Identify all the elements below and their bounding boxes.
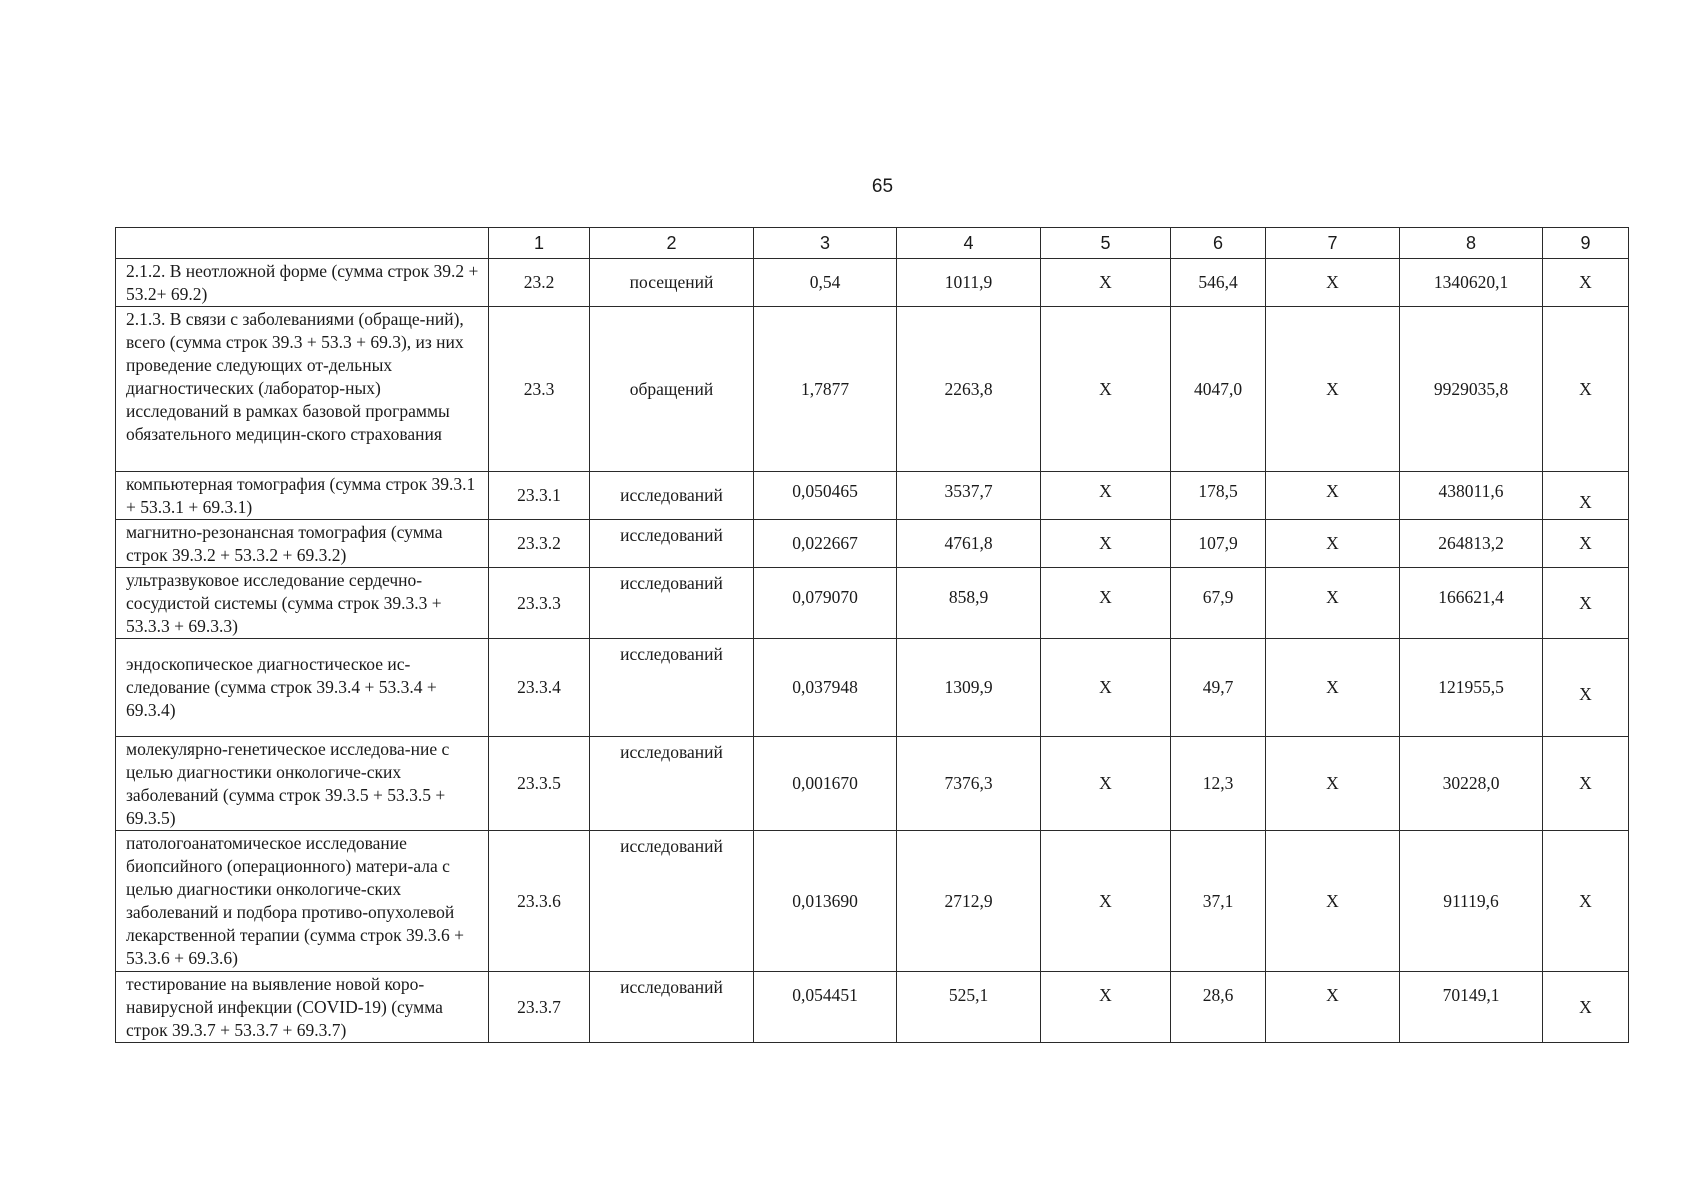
cell: Х <box>1543 472 1629 520</box>
cell: Х <box>1041 259 1171 307</box>
header-cell: 5 <box>1041 228 1171 259</box>
cell: Х <box>1041 737 1171 831</box>
row-unit: исследований <box>590 568 754 639</box>
cell: 0,001670 <box>754 737 897 831</box>
cell: 1340620,1 <box>1400 259 1543 307</box>
cell: Х <box>1266 472 1400 520</box>
table-row <box>116 520 1629 568</box>
header-cell: 2 <box>590 228 754 259</box>
cell: Х <box>1041 568 1171 639</box>
cell: 0,013690 <box>754 831 897 972</box>
row-name: молекулярно-генетическое исследова-ние с целью диагностики онкологиче-ских заболеваний (сумма строк 39.3.5 + 53.3.5 + 69.3.5) <box>116 737 489 831</box>
cell: 1309,9 <box>897 639 1041 737</box>
table-row <box>116 639 1629 737</box>
row-name: эндоскопическое диагностическое ис-следование (сумма строк 39.3.4 + 53.3.4 + 69.3.4) <box>116 639 489 737</box>
cell: 12,3 <box>1171 737 1266 831</box>
row-name: патологоанатомическое исследование биопсийного (операционного) матери-ала с целью диагностики онкологиче-ских заболеваний и подбора противо-опухолевой лекарственной терапии (сумма строк 39.3.6 + 53.3.6 + 69.3.6) <box>116 831 489 972</box>
cell: 70149,1 <box>1400 972 1543 1043</box>
header-cell: 3 <box>754 228 897 259</box>
cell: Х <box>1543 831 1629 972</box>
row-unit: обращений <box>590 307 754 472</box>
cell: Х <box>1041 520 1171 568</box>
table-row <box>116 259 1629 307</box>
row-code: 23.3.5 <box>489 737 590 831</box>
cell: 3537,7 <box>897 472 1041 520</box>
cell: Х <box>1041 972 1171 1043</box>
header-cell: 1 <box>489 228 590 259</box>
row-unit: исследований <box>590 472 754 520</box>
cell: 28,6 <box>1171 972 1266 1043</box>
cell: 4761,8 <box>897 520 1041 568</box>
cell: Х <box>1266 639 1400 737</box>
header-cell: 9 <box>1543 228 1629 259</box>
data-table <box>115 227 1629 1043</box>
row-name: ультразвуковое исследование сердечно-сосудистой системы (сумма строк 39.3.3 + 53.3.3 + 69.3.3) <box>116 568 489 639</box>
cell: 1011,9 <box>897 259 1041 307</box>
cell: Х <box>1041 307 1171 472</box>
cell: 107,9 <box>1171 520 1266 568</box>
cell: 264813,2 <box>1400 520 1543 568</box>
row-code: 23.3.2 <box>489 520 590 568</box>
cell: 2263,8 <box>897 307 1041 472</box>
row-unit: исследований <box>590 639 754 737</box>
table-row <box>116 472 1629 520</box>
header-row <box>116 228 1629 259</box>
row-code: 23.3.3 <box>489 568 590 639</box>
cell: 858,9 <box>897 568 1041 639</box>
cell: Х <box>1041 639 1171 737</box>
row-unit: исследований <box>590 737 754 831</box>
cell: Х <box>1266 972 1400 1043</box>
cell: 30228,0 <box>1400 737 1543 831</box>
table-row <box>116 737 1629 831</box>
header-cell <box>116 228 489 259</box>
cell: 91119,6 <box>1400 831 1543 972</box>
table-row <box>116 568 1629 639</box>
header-cell: 8 <box>1400 228 1543 259</box>
row-code: 23.3.1 <box>489 472 590 520</box>
cell: 9929035,8 <box>1400 307 1543 472</box>
row-code: 23.3.4 <box>489 639 590 737</box>
cell: 37,1 <box>1171 831 1266 972</box>
row-code: 23.2 <box>489 259 590 307</box>
cell: Х <box>1266 737 1400 831</box>
row-name: 2.1.2. В неотложной форме (сумма строк 39.2 + 53.2+ 69.2) <box>116 259 489 307</box>
row-name: компьютерная томография (сумма строк 39.3.1 + 53.3.1 + 69.3.1) <box>116 472 489 520</box>
cell: Х <box>1543 972 1629 1043</box>
cell: 546,4 <box>1171 259 1266 307</box>
table-row <box>116 972 1629 1043</box>
cell: 438011,6 <box>1400 472 1543 520</box>
cell: Х <box>1266 568 1400 639</box>
cell: 525,1 <box>897 972 1041 1043</box>
cell: Х <box>1266 307 1400 472</box>
cell: Х <box>1543 639 1629 737</box>
cell: 0,050465 <box>754 472 897 520</box>
row-unit: посещений <box>590 259 754 307</box>
cell: 49,7 <box>1171 639 1266 737</box>
row-unit: исследований <box>590 520 754 568</box>
page-number: 65 <box>871 176 894 197</box>
cell: Х <box>1543 259 1629 307</box>
row-code: 23.3.7 <box>489 972 590 1043</box>
row-code: 23.3 <box>489 307 590 472</box>
cell: 178,5 <box>1171 472 1266 520</box>
cell: 166621,4 <box>1400 568 1543 639</box>
cell: 0,022667 <box>754 520 897 568</box>
cell: 2712,9 <box>897 831 1041 972</box>
header-cell: 6 <box>1171 228 1266 259</box>
cell: Х <box>1543 307 1629 472</box>
row-code: 23.3.6 <box>489 831 590 972</box>
row-name: магнитно-резонансная томография (сумма строк 39.3.2 + 53.3.2 + 69.3.2) <box>116 520 489 568</box>
cell: 0,54 <box>754 259 897 307</box>
table-row <box>116 307 1629 472</box>
cell: 4047,0 <box>1171 307 1266 472</box>
cell: Х <box>1041 831 1171 972</box>
cell: 1,7877 <box>754 307 897 472</box>
header-cell: 7 <box>1266 228 1400 259</box>
cell: Х <box>1266 520 1400 568</box>
cell: Х <box>1266 259 1400 307</box>
cell: Х <box>1543 737 1629 831</box>
cell: Х <box>1041 472 1171 520</box>
cell: 67,9 <box>1171 568 1266 639</box>
row-name: тестирование на выявление новой коро-навирусной инфекции (COVID-19) (сумма строк 39.3.7 + 53.3.7 + 69.3.7) <box>116 972 489 1043</box>
cell: Х <box>1266 831 1400 972</box>
cell: 0,054451 <box>754 972 897 1043</box>
header-cell: 4 <box>897 228 1041 259</box>
cell: Х <box>1543 520 1629 568</box>
cell: 0,079070 <box>754 568 897 639</box>
row-name: 2.1.3. В связи с заболеваниями (обраще-ний), всего (сумма строк 39.3 + 53.3 + 69.3), из них проведение следующих от-дельных диагностических (лаборатор-ных) исследований в рамках базовой программы обязательного медицин-ского страхования <box>116 307 489 472</box>
table-row <box>116 831 1629 972</box>
cell: 121955,5 <box>1400 639 1543 737</box>
cell: 0,037948 <box>754 639 897 737</box>
cell: 7376,3 <box>897 737 1041 831</box>
row-unit: исследований <box>590 972 754 1043</box>
cell: Х <box>1543 568 1629 639</box>
row-unit: исследований <box>590 831 754 972</box>
